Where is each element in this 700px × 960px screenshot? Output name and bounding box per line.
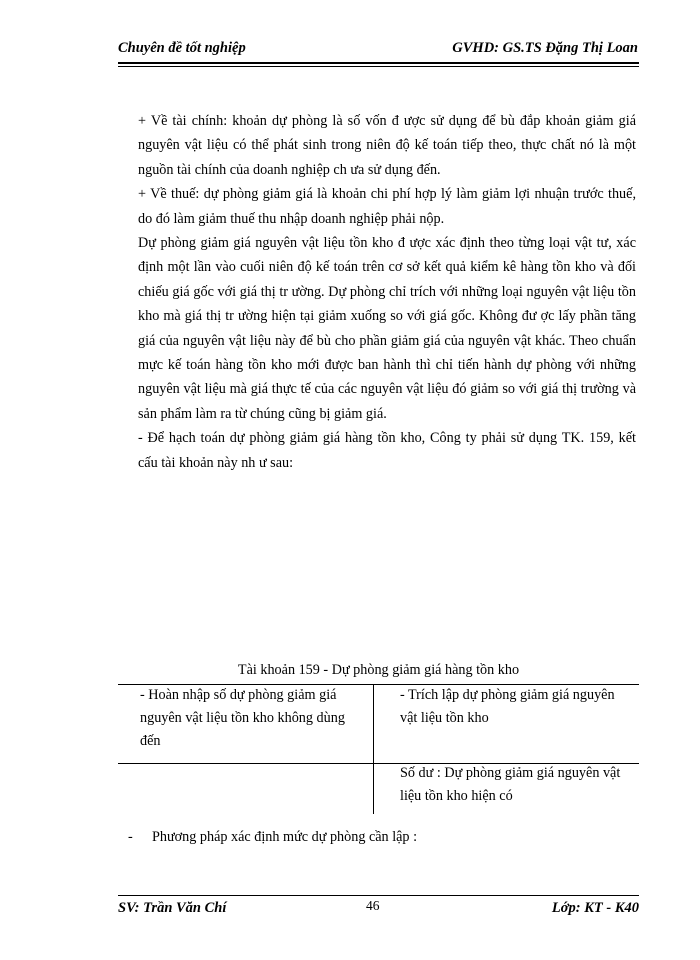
method-dash: - [128,829,133,845]
paragraph-finance: + Về tài chính: khoản dự phòng là số vốn đ ược sử dụng để bù đắp khoản giảm giá nguyên vật liệu có thể phát sinh trong niên độ kế toán tiếp theo, thực chất nó là một nguồn tài chính của doanh nghiệp ch ưa sử dụng đến. [138,113,636,178]
method-line [128,829,417,846]
paragraph-provision: Dự phòng giảm giá nguyên vật liệu tồn kho đ ược xác định theo từng loại vật tư, xác định một lần vào cuối niên độ kế toán trên cơ sở kết quả kiểm kê hàng tồn kho và đối chiếu giá gốc với giá thị tr ường. Dự phòng chỉ trích với những loại nguyên vật liệu tồn kho mà giá thị tr ường hiện tại giảm xuống so với giá gốc. Không đư ợc lấy phần tăng giá của nguyên vật liệu này để bù cho phần giảm giá của nguyên vật khác. Theo chuẩn mực kế toán hàng tồn kho mới được ban hành thì chỉ tiến hành dự phòng với những nguyên vật liệu mà giá thực tế của các nguyên vật liệu đó giảm so với giá thị trường và sản phẩm làm ra từ chúng cũng bị giảm giá. [138,235,636,422]
header-rule [118,62,639,64]
page-footer [118,900,639,922]
t-account-credit-cell: - Trích lập dự phòng giảm giá nguyên vật liệu tồn kho [400,687,615,726]
t-account-center-rule [373,684,374,814]
paragraph-accounting: - Để hạch toán dự phòng giảm giá hàng tồn kho, Công ty phải sử dụng TK. 159, kết cấu tài khoản này nh ư sau: [138,430,636,471]
paragraph-tax: + Về thuế: dự phòng giảm giá là khoản chi phí hợp lý làm giảm lợi nhuận trước thuế, do đó làm giảm thuế thu nhập doanh nghiệp phải nộp. [138,186,636,227]
method-text: Phương pháp xác định mức dự phòng cần lập : [152,829,418,845]
header-topic: Chuyên đề tốt nghiệp [118,40,246,56]
footer-student: SV: Trần Văn Chí [118,900,227,916]
t-account-debit-cell: - Hoàn nhập số dự phòng giảm giá nguyên vật liệu tồn kho không dùng đến [140,687,345,749]
page-number: 46 [366,898,380,913]
header-supervisor: GVHD: GS.TS Đặng Thị Loan [452,40,638,56]
footer-class: Lớp: KT - K40 [551,900,639,916]
header-rule-thin [118,66,639,67]
t-account-balance-cell: Số dư : Dự phòng giảm giá nguyên vật liệu tồn kho hiện có [400,765,621,804]
t-account-title: Tài khoản 159 - Dự phòng giảm giá hàng tồn kho [237,662,520,678]
page-header [118,40,638,62]
footer-rule [118,895,639,896]
t-account-table [118,684,639,814]
body-text [138,109,636,475]
